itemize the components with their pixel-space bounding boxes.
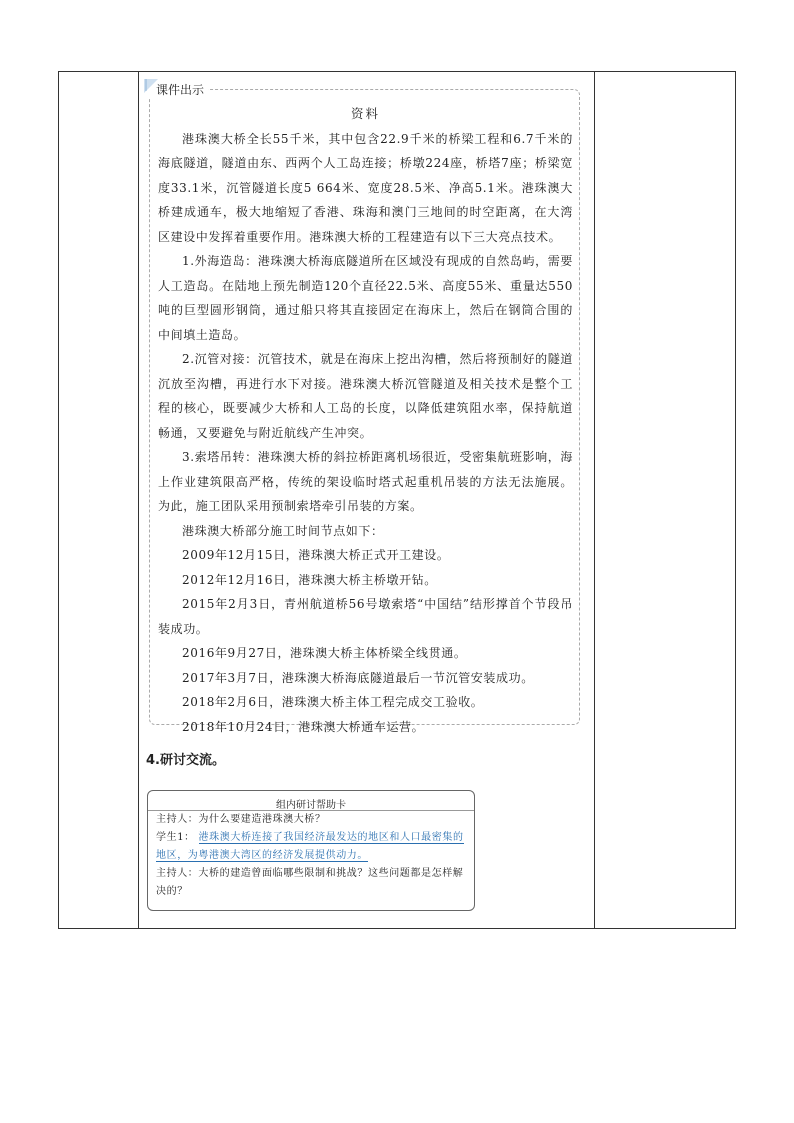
paragraph: 港珠澳大桥全长55千米，其中包含22.9千米的桥梁工程和6.7千米的海底隧道，隧道由东、西两个人工岛连接；桥墩224座，桥塔7座；桥梁宽度33.1米，沉管隧道长度5 664米、宽度28.5米、净高5.1米。港珠澳大桥建成通车，极大地缩短了香港、珠海和澳门三地间的时空距离，在大湾区建设中发挥着重要作用。港珠澳大桥的工程建造有以下三大亮点技术。 <box>158 131 573 244</box>
student-answer <box>148 829 474 865</box>
timeline-item: 2015年2月3日，青州航道桥56号墩索塔“中国结”结形撑首个节段吊装成功。 <box>158 597 573 636</box>
timeline-item: 2018年10月24日，港珠澳大桥通车运营。 <box>182 719 425 734</box>
column-divider <box>594 72 595 928</box>
answer-text: 港珠澳大桥连接了我国经济最发达的地区和人口最密集的地区，为粤港澳大湾区的经济发展提供动力。 <box>156 832 464 861</box>
host-question: 主持人：大桥的建造曾面临哪些限制和挑战？这些问题都是怎样解决的？ <box>156 868 464 897</box>
host-question: 主持人：为什么要建造港珠澳大桥？ <box>156 814 326 825</box>
discussion-card <box>147 790 475 911</box>
courseware-tab-label: 课件出示 <box>156 83 205 97</box>
paragraph: 3.索塔吊转：港珠澳大桥的斜拉桥距离机场很近，受密集航班影响，海上作业建筑限高严格，传统的架设临时塔式起重机吊装的方法无法施展。为此，施工团队采用预制索塔牵引吊装的方案。 <box>158 450 573 513</box>
paragraph: 1.外海造岛：港珠澳大桥海底隧道所在区域没有现成的自然岛屿，需要人工造岛。在陆地上预先制造120个直径22.5米、高度55米、重量达550吨的巨型圆形钢筒，通过船只将其直接固定在海床上，然后在钢筒合围的中间填土造岛。 <box>158 254 573 342</box>
corner-tab-icon <box>144 79 158 93</box>
timeline-item: 2009年12月15日，港珠澳大桥正式开工建设。 <box>182 548 450 562</box>
timeline-item: 2017年3月7日，港珠澳大桥海底隧道最后一节沉管安装成功。 <box>182 670 534 685</box>
student-label: 学生1： <box>156 832 195 843</box>
paragraph: 2.沉管对接：沉管技术，就是在海床上挖出沟槽，然后将预制好的隧道沉放至沟槽，再进行水下对接。港珠澳大桥沉管隧道及相关技术是整个工程的核心，既要减少大桥和人工岛的长度，以降低建筑阻水率，保持航道畅通，又要避免与附近航线产生冲突。 <box>158 352 573 440</box>
courseware-body <box>158 102 573 739</box>
timeline-item: 2018年2月6日，港珠澳大桥主体工程完成交工验收。 <box>182 695 484 709</box>
column-divider <box>138 72 139 928</box>
card-title: 组内研讨帮助卡 <box>148 791 474 811</box>
section-title: 4.研讨交流。 <box>146 753 225 768</box>
timeline-item: 2012年12月16日，港珠澳大桥主桥墩开钻。 <box>182 572 437 587</box>
courseware-tab <box>146 81 208 98</box>
material-title: 资料 <box>350 106 380 121</box>
timeline-item: 2016年9月27日，港珠澳大桥主体桥梁全线贯通。 <box>182 646 467 660</box>
paragraph: 港珠澳大桥部分施工时间节点如下： <box>182 523 384 538</box>
courseware-box <box>149 83 580 734</box>
